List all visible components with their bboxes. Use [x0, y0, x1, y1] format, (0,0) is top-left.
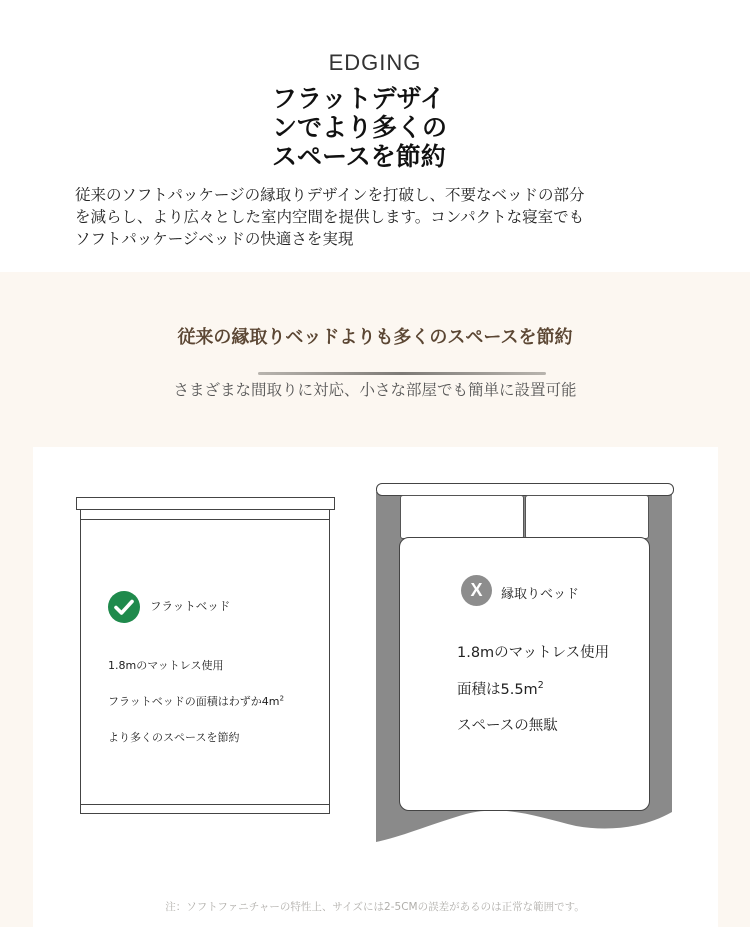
x-circle-icon: X [461, 575, 492, 606]
edged-bed-area-text: 面積は5.5m [457, 682, 538, 698]
flat-bed-label: フラットベッド [150, 599, 231, 613]
description-line-3: ソフトパッケージベッドの快適さを実現 [75, 230, 354, 248]
description [75, 184, 685, 250]
flat-bed-mattress: 1.8mのマットレス使用 [108, 659, 224, 672]
description-line-1: 従来のソフトパッケージの縁取りデザインを打破し、不要なベッドの部分 [75, 186, 585, 204]
pillow-right [525, 495, 649, 539]
edged-bed-area [457, 678, 544, 699]
flat-bed-area-text: フラットベッドの面積はわずか4m [108, 695, 280, 708]
headline-line-2: ンでより多くの [272, 113, 448, 142]
edged-bed-label: 縁取りベッド [501, 587, 580, 602]
headline-line-3: スペースを節約 [272, 142, 446, 171]
edged-bed-area-unit: 2 [537, 680, 544, 692]
footnote: 注：ソフトファニチャーの特性上、サイズには2-5CMの誤差があるのは正常な範囲です。 [165, 901, 585, 913]
section-subtitle: さまざまな間取りに対応、小さな部屋でも簡単に設置可能 [173, 381, 577, 399]
headline-line-1: フラットデザイ [272, 84, 445, 113]
headline [272, 84, 472, 171]
eyebrow-text: EDGING [328, 50, 422, 75]
flat-bed-benefit: より多くのスペースを節約 [108, 731, 240, 744]
edged-bed-mattress-text: 1.8mのマットレス使用 [457, 645, 610, 661]
check-circle-icon [108, 591, 140, 623]
edged-bed-drawback: スペースの無駄 [457, 718, 558, 734]
flat-bed-top-line [80, 519, 330, 520]
flat-bed-area [108, 693, 284, 709]
section-title: 従来の縁取りベッドよりも多くのスペースを節約 [177, 327, 573, 348]
pillow-left [400, 495, 524, 539]
section-divider [258, 372, 546, 375]
edged-bed-mattress [399, 537, 650, 811]
flat-bed-footboard [80, 804, 330, 814]
description-line-2: を減らし、より広々とした室内空間を提供します。コンパクトな寝室でも [75, 208, 585, 226]
flat-bed-area-unit: 2 [279, 693, 285, 703]
